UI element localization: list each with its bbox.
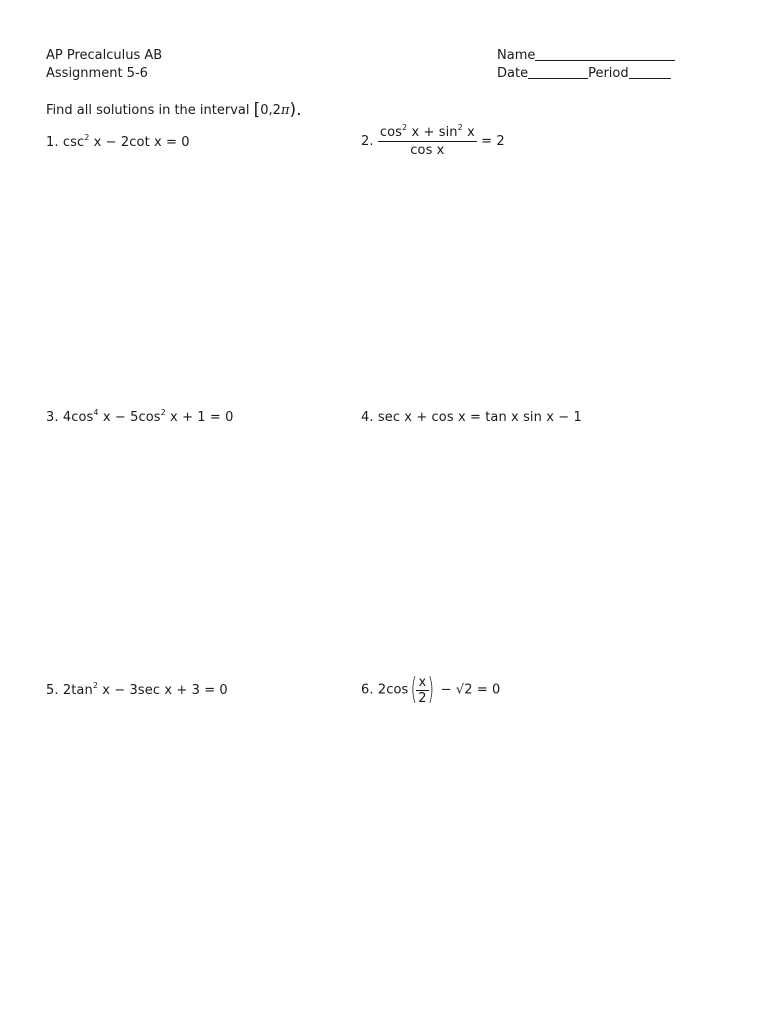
problem-5 [46, 682, 228, 700]
problem-fraction: $\frac{\cos^2 x + \sin^2 x}{\text{cos x}}$ [379, 123, 475, 158]
name-blank[interactable] [535, 48, 675, 61]
problem-equation: $2\tan^2$ x − 3sec x + 3 = 0 [62, 681, 228, 698]
problem-number: 1. [46, 135, 59, 150]
date-period-field[interactable] [497, 65, 671, 82]
problem-equation: sec x + cos x = tan x sin x − 1 [377, 410, 582, 425]
period-label: Period [588, 66, 629, 81]
problem-number: 2. [361, 134, 374, 149]
assignment-label: Assignment 5-6 [46, 66, 148, 81]
course-title: AP Precalculus AB [46, 48, 163, 63]
problem-number: 6. [361, 682, 374, 698]
problem-number: 4. [361, 410, 374, 425]
date-blank[interactable] [528, 66, 588, 79]
problem-3 [46, 409, 234, 427]
problem-2: 2. $\frac{\cos^2 x + \sin^2 x}{\text{cos x}}$ = 2 [361, 123, 505, 158]
date-label: Date [497, 66, 529, 81]
name-label: Name [497, 48, 536, 63]
problem-6: 6. 2cos( $\frac{x}{2}$ ) − √2 = 0 [361, 672, 501, 707]
instructions: Find all solutions in the interval [0,2π). [46, 100, 302, 120]
problem-1 [46, 134, 190, 152]
problem-number: 5. [46, 683, 59, 698]
problem-equation: $\csc^2 x - 2\cot$ x = 0 [62, 133, 190, 150]
problem-4 [361, 409, 582, 427]
problem-equation: $4\cos^4$ $x - 5\cos^2$ x + 1 = 0 [62, 408, 234, 425]
period-blank[interactable] [629, 66, 671, 79]
name-field[interactable] [497, 47, 675, 64]
problem-number: 3. [46, 410, 59, 425]
